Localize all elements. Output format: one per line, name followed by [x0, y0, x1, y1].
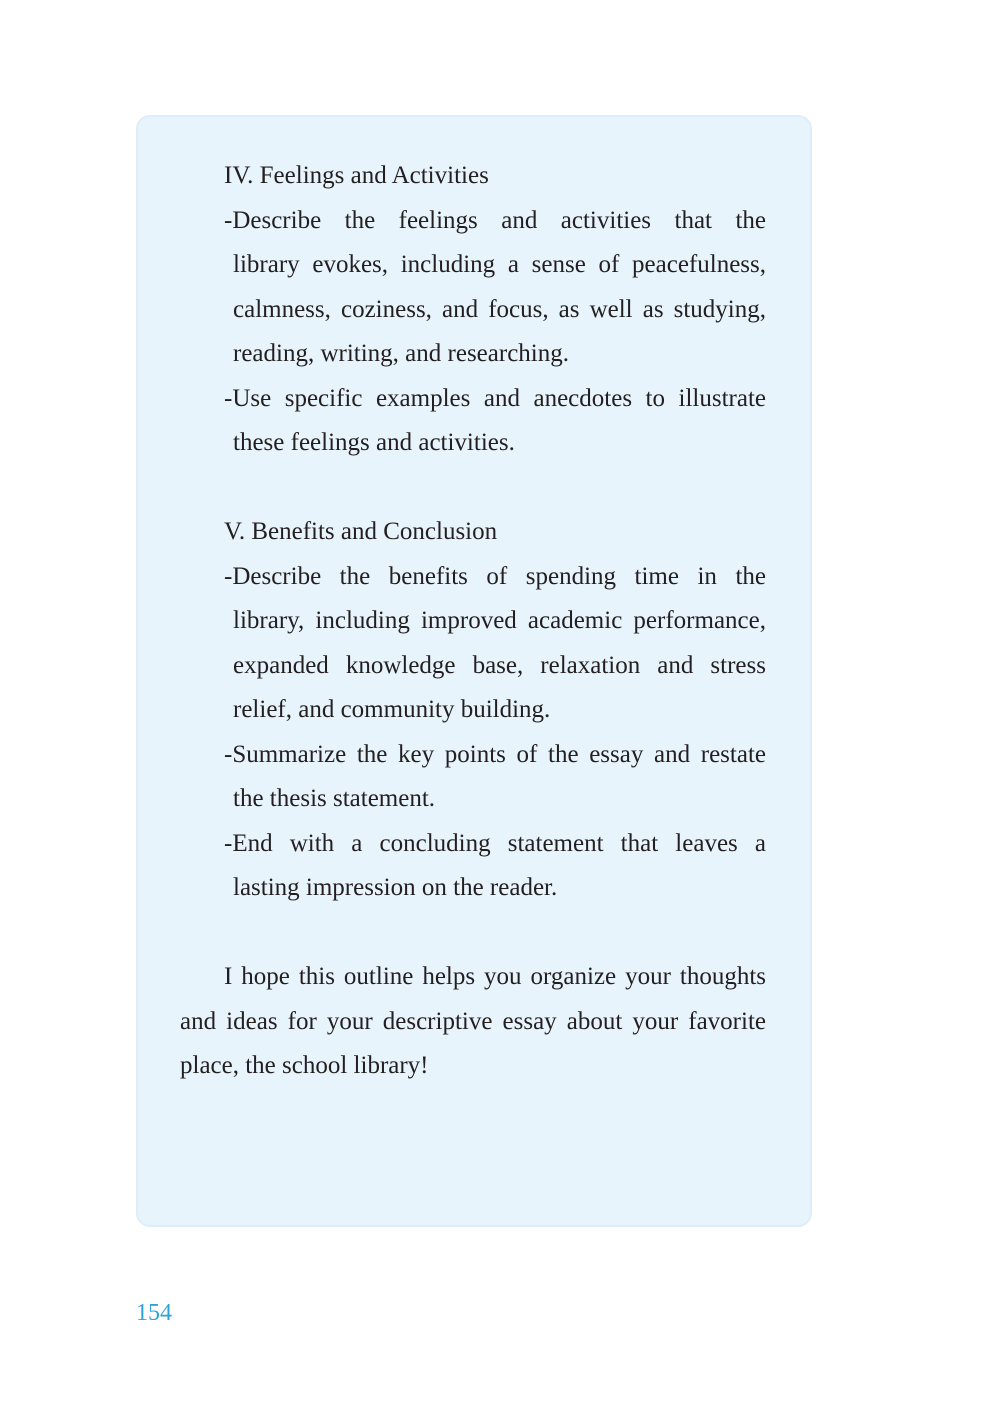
text-line: -Describe the benefits of spending time in the	[224, 563, 766, 590]
section-heading: IV. Feelings and Activities	[224, 162, 489, 189]
text-line: and ideas for your descriptive essay about your favorite	[180, 1008, 766, 1035]
text-line: the thesis statement.	[233, 785, 436, 812]
text-line: reading, writing, and researching.	[233, 340, 569, 367]
text-line: relief, and community building.	[233, 696, 551, 723]
text-line: these feelings and activities.	[233, 429, 515, 456]
text-line: place, the school library!	[180, 1052, 429, 1079]
text-line: -Use specific examples and anecdotes to illustrate	[224, 385, 766, 412]
text-line: I hope this outline helps you organize your thoughts	[224, 963, 766, 990]
text-line: expanded knowledge base, relaxation and stress	[233, 652, 766, 679]
text-line: -End with a concluding statement that leaves a	[224, 830, 766, 857]
section-heading: V. Benefits and Conclusion	[224, 518, 498, 545]
text-line: library, including improved academic performance,	[233, 607, 766, 634]
page-number: 154	[136, 1300, 172, 1326]
text-line: -Describe the feelings and activities that the	[224, 207, 766, 234]
text-line: library evokes, including a sense of peacefulness,	[233, 251, 766, 278]
text-line: calmness, coziness, and focus, as well as studying,	[233, 296, 766, 323]
text-line: lasting impression on the reader.	[233, 874, 558, 901]
text-line: -Summarize the key points of the essay and restate	[224, 741, 766, 768]
